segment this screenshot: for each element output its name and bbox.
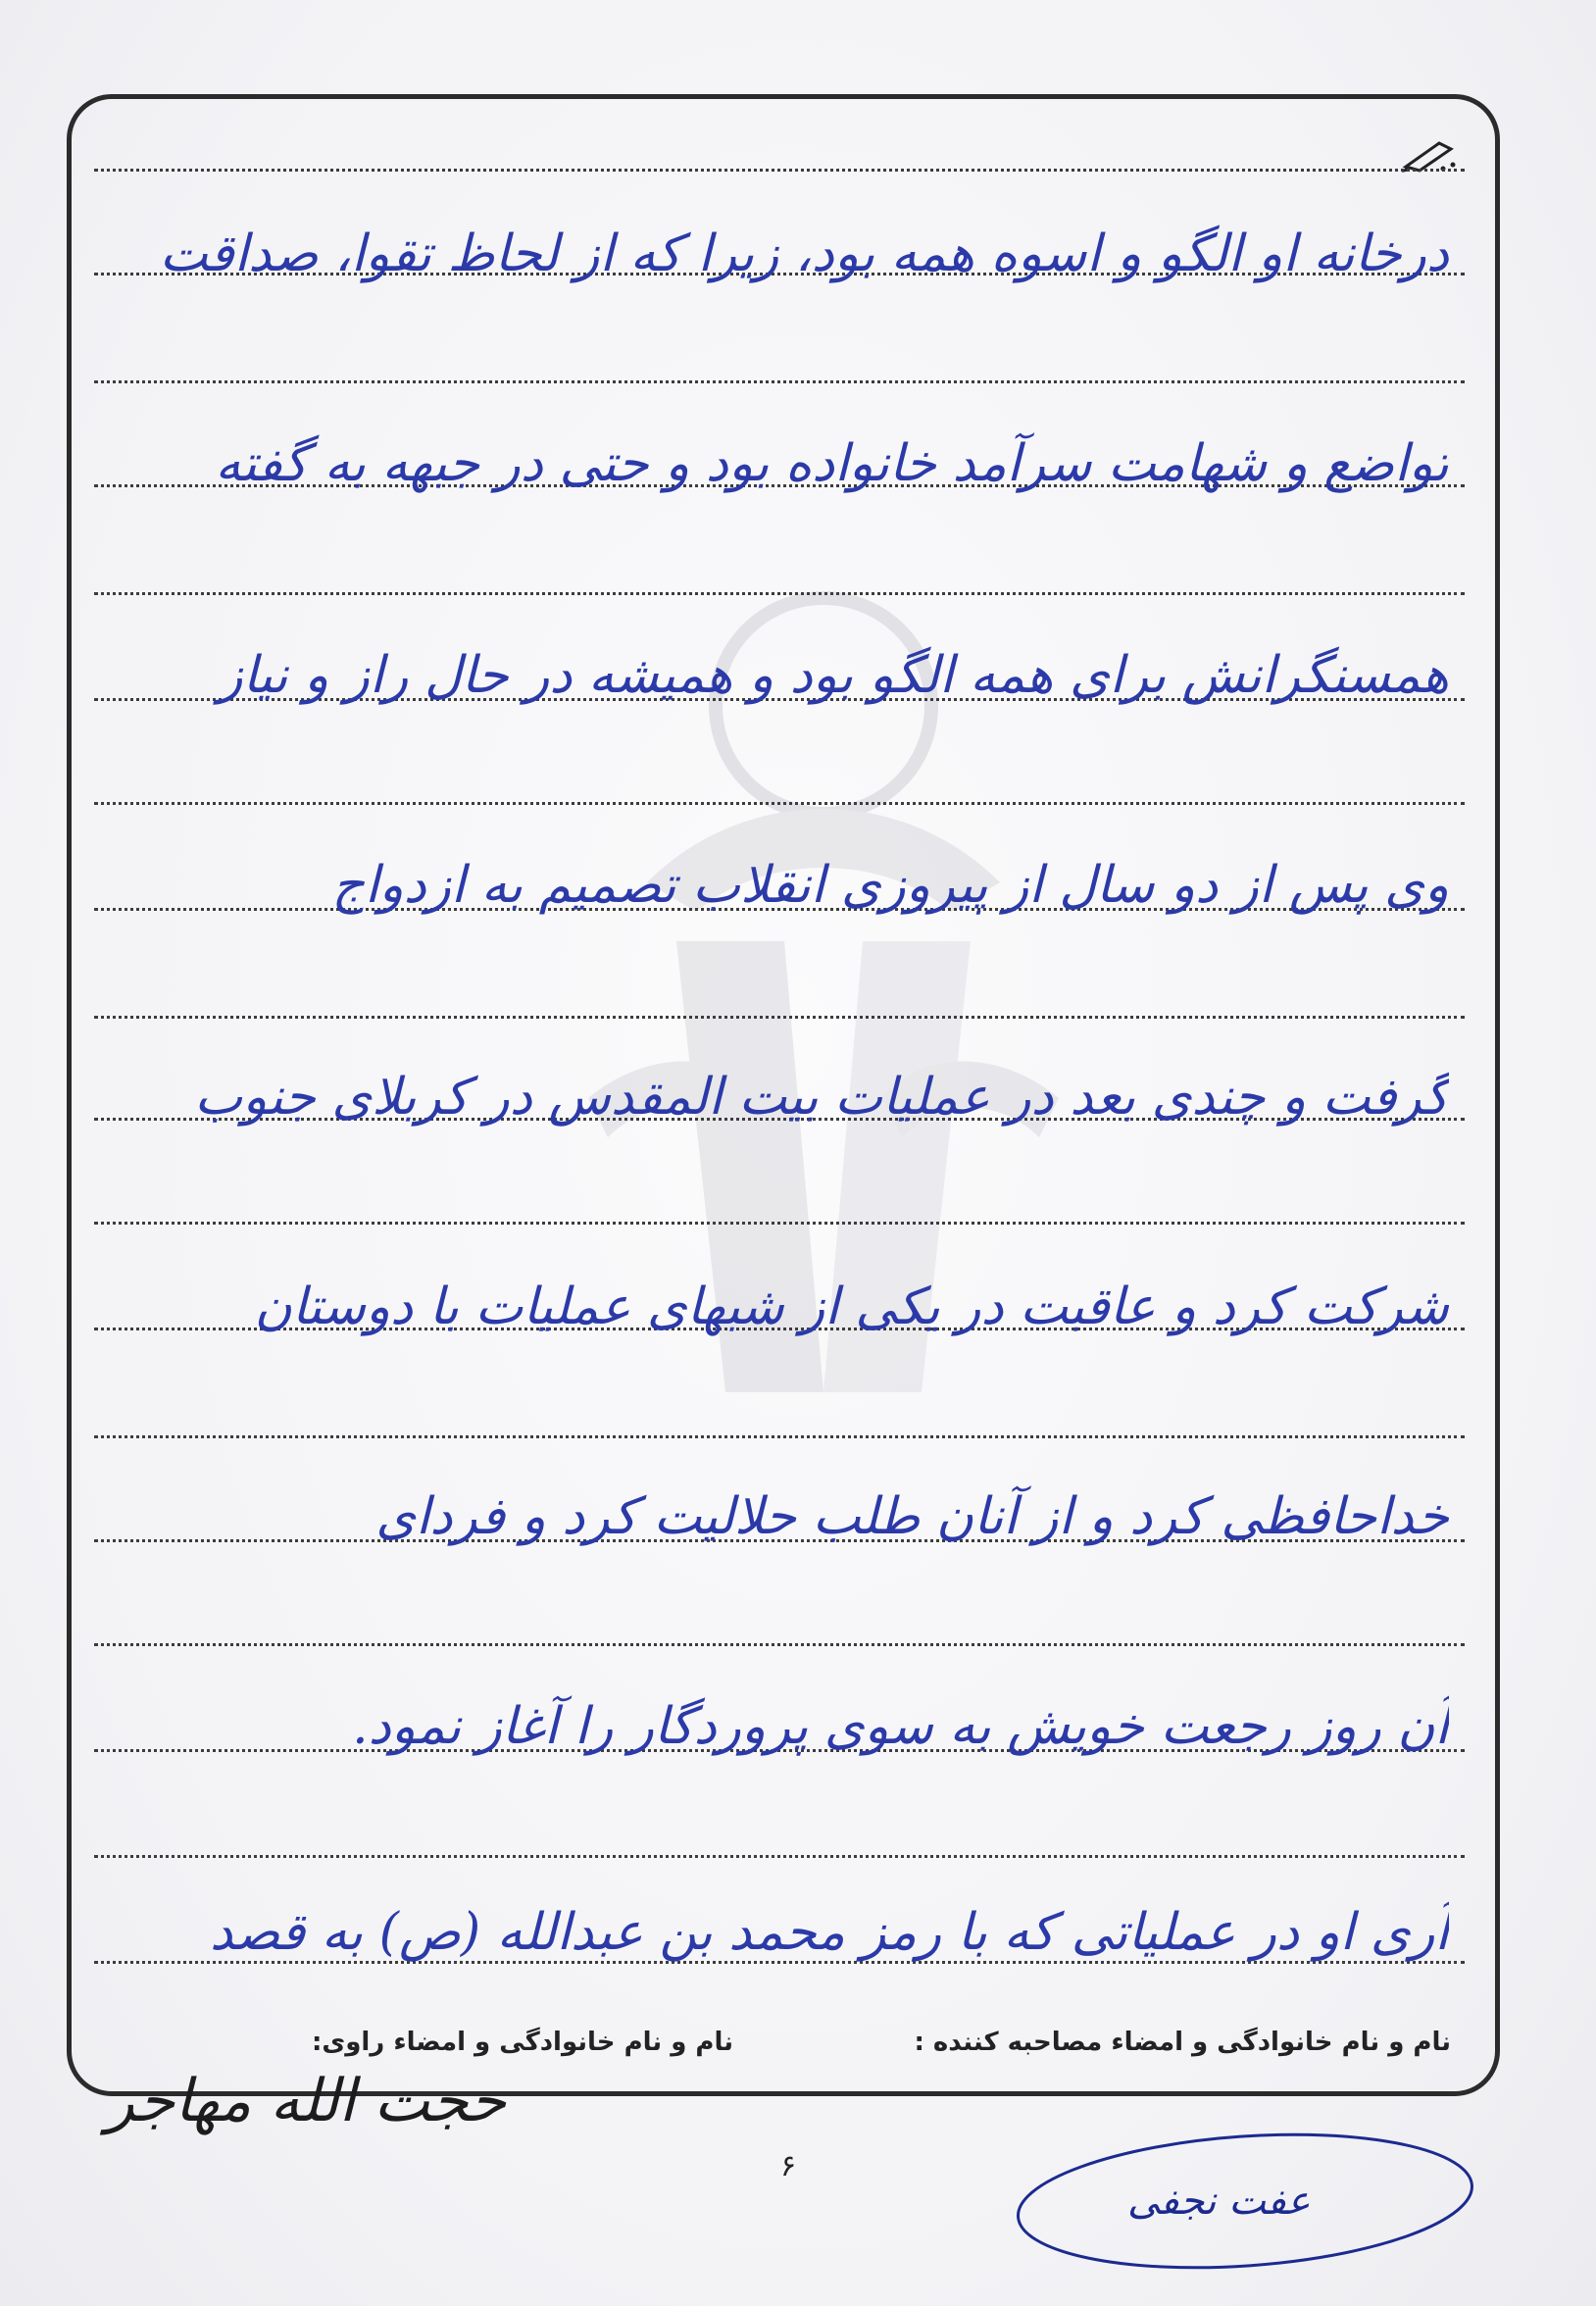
handwritten-line: خداحافظی کرد و از آنان طلب حلالیت کرد و فردای (375, 1487, 1449, 1546)
handwritten-line: شرکت کرد و عاقبت در یکی از شبهای عملیات با دوستان (254, 1278, 1449, 1336)
narrator-signature-label: نام و نام خانوادگی و امضاء راوی: (312, 2028, 733, 2057)
interviewer-signature: عفت نجفی (1127, 2179, 1311, 2224)
handwritten-line: آری او در عملیاتی که با رمز محمد بن عبدالله (ص) به قصد (210, 1903, 1449, 1962)
handwritten-line: آن روز رجعت خویش به سوی پروردگار را آغاز نمود. (352, 1697, 1449, 1756)
handwritten-line: درخانه او الگو و اسوه همه بود، زیرا که از لحاظ تقوا، صداقت (159, 225, 1449, 283)
ruled-line (94, 1222, 1465, 1225)
ruled-line (94, 380, 1465, 383)
ruled-line (94, 1855, 1465, 1858)
ruled-line (94, 1435, 1465, 1438)
page-number: ۶ (780, 2149, 797, 2183)
ruled-line (94, 592, 1465, 595)
ruled-line (94, 1643, 1465, 1646)
ruled-line (94, 1016, 1465, 1019)
handwritten-line: گرفت و چندی بعد در عملیات بیت المقدس در کربلای جنوب (194, 1068, 1449, 1127)
handwritten-line: تواضع و شهامت سرآمد خانواده بود و حتی در جبهه به گفته (215, 434, 1449, 493)
handwritten-line: همسنگرانش برای همه الگو بود و همیشه در حال راز و نیاز (218, 646, 1449, 705)
handwritten-line: وی پس از دو سال از پیروزی انقلاب تصمیم به ازدواج (331, 856, 1449, 915)
interviewer-signature-label: نام و نام خانوادگی و امضاء مصاحبه کننده : (914, 2028, 1451, 2057)
ruled-line (94, 169, 1465, 172)
ruled-line (94, 802, 1465, 805)
narrator-signature: حجت الله مهاجر (106, 2067, 507, 2135)
